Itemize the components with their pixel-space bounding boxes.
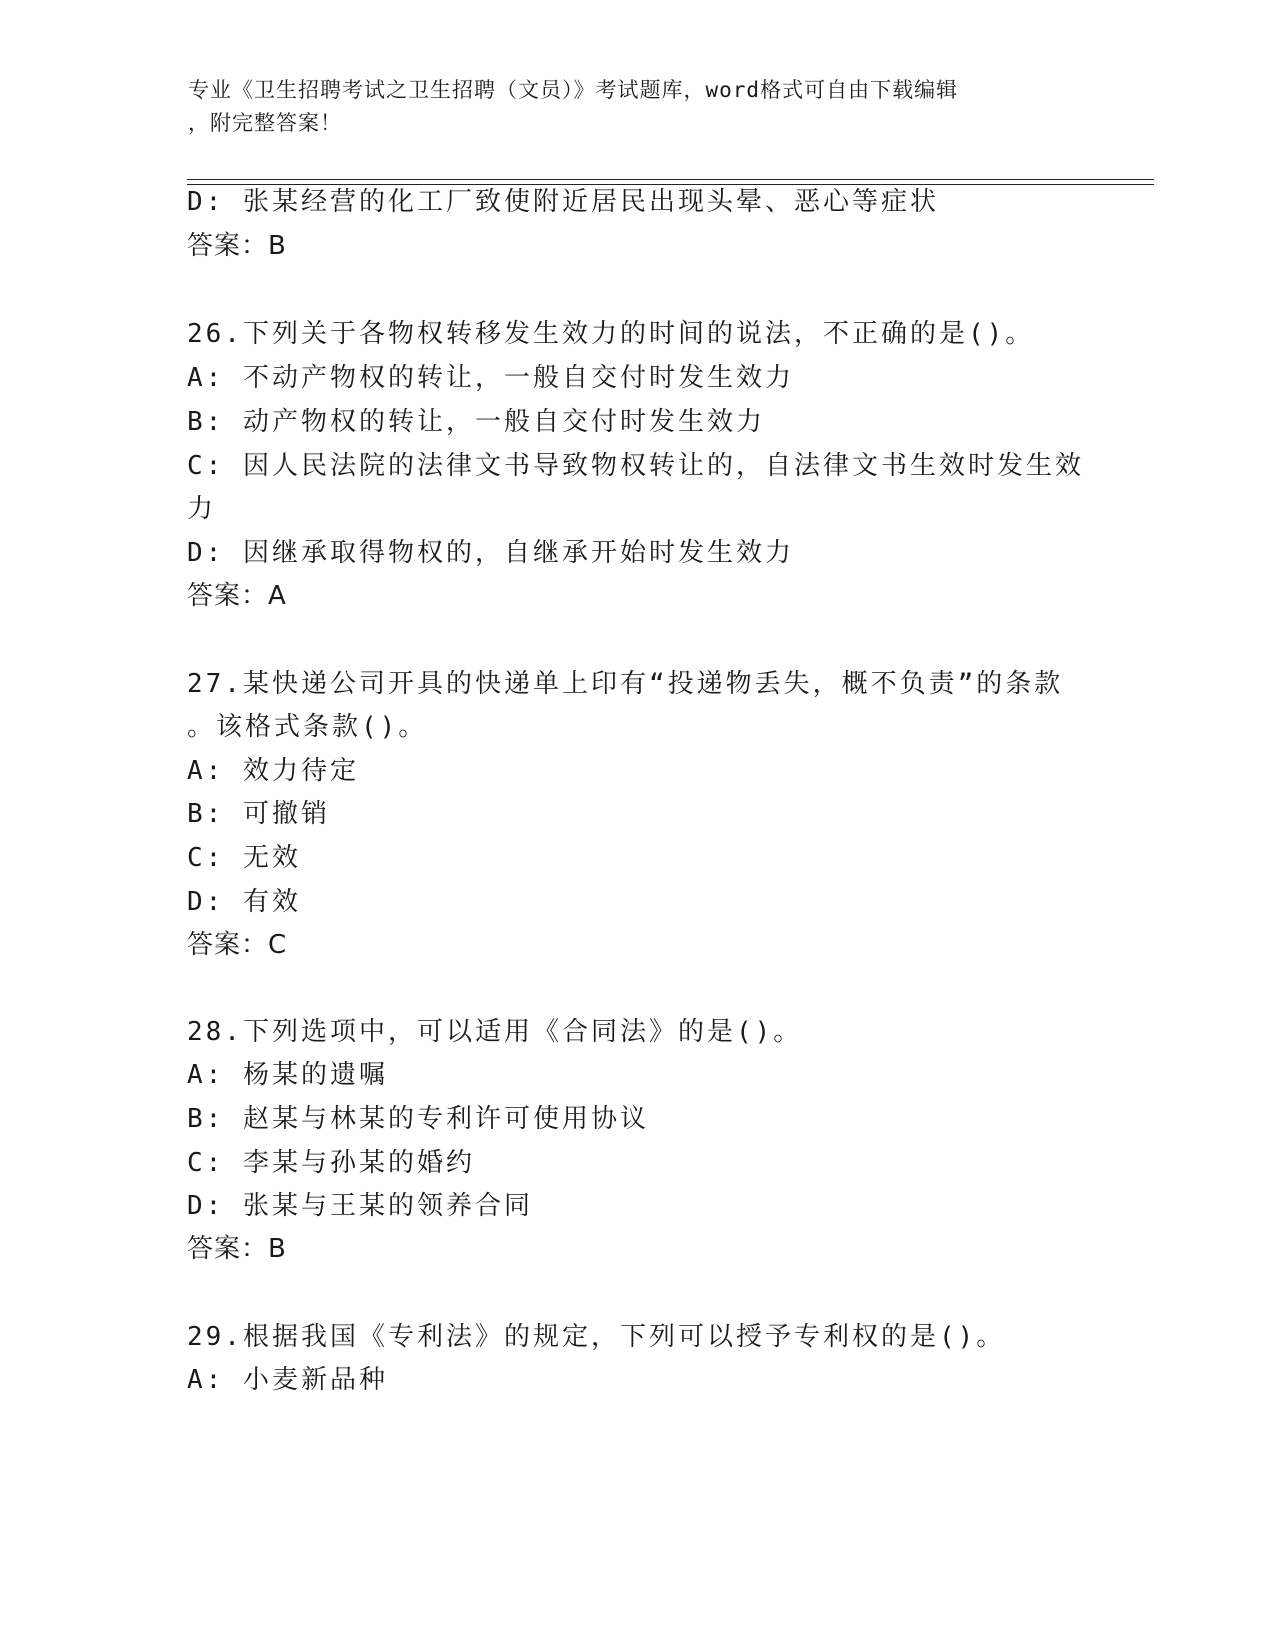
question-26-stem: 26.下列关于各物权转移发生效力的时间的说法，不正确的是()。: [187, 319, 1035, 349]
question-27-option-d: D: 有效: [187, 887, 301, 917]
question-27-option-a: A: 效力待定: [187, 756, 359, 786]
question-27-stem-cont: 。该格式条款()。: [187, 712, 428, 742]
question-26-answer: 答案：A: [187, 581, 287, 611]
prev-option-d: D: 张某经营的化工厂致使附近居民出现头晕、恶心等症状: [187, 187, 939, 217]
header-divider-top: [187, 179, 1154, 180]
header-line-2: ，附完整答案！: [188, 111, 342, 135]
prev-answer: 答案：B: [187, 231, 287, 261]
question-26-option-b: B: 动产物权的转让，一般自交付时发生效力: [187, 407, 765, 437]
question-28-option-b: B: 赵某与林某的专利许可使用协议: [187, 1104, 649, 1134]
header-divider-bottom: [187, 184, 1154, 185]
question-26-option-d: D: 因继承取得物权的，自继承开始时发生效力: [187, 538, 794, 568]
question-28-stem: 28.下列选项中，可以适用《合同法》的是()。: [187, 1017, 803, 1047]
question-27-answer: 答案：C: [187, 930, 288, 960]
question-29-option-a: A: 小麦新品种: [187, 1365, 388, 1395]
question-28-option-a: A: 杨某的遗嘱: [187, 1060, 388, 1090]
question-27-option-c: C: 无效: [187, 843, 301, 873]
document-header: [188, 74, 1088, 140]
question-26-option-c-cont: 力: [187, 494, 217, 524]
question-27-stem: 27.某快递公司开具的快递单上印有“投递物丢失，概不负责”的条款: [187, 669, 1064, 699]
question-26-option-a: A: 不动产物权的转让，一般自交付时发生效力: [187, 363, 794, 393]
question-29-stem: 29.根据我国《专利法》的规定，下列可以授予专利权的是()。: [187, 1322, 1006, 1352]
question-28-answer: 答案：B: [187, 1234, 287, 1264]
question-27-option-b: B: 可撤销: [187, 799, 330, 829]
question-28-option-d: D: 张某与王某的领养合同: [187, 1191, 533, 1221]
question-26-option-c: C: 因人民法院的法律文书导致物权转让的，自法律文书生效时发生效: [187, 451, 1084, 481]
question-28-option-c: C: 李某与孙某的婚约: [187, 1148, 475, 1178]
header-line-1: 专业《卫生招聘考试之卫生招聘（文员）》考试题库，word格式可自由下载编辑: [188, 78, 959, 102]
